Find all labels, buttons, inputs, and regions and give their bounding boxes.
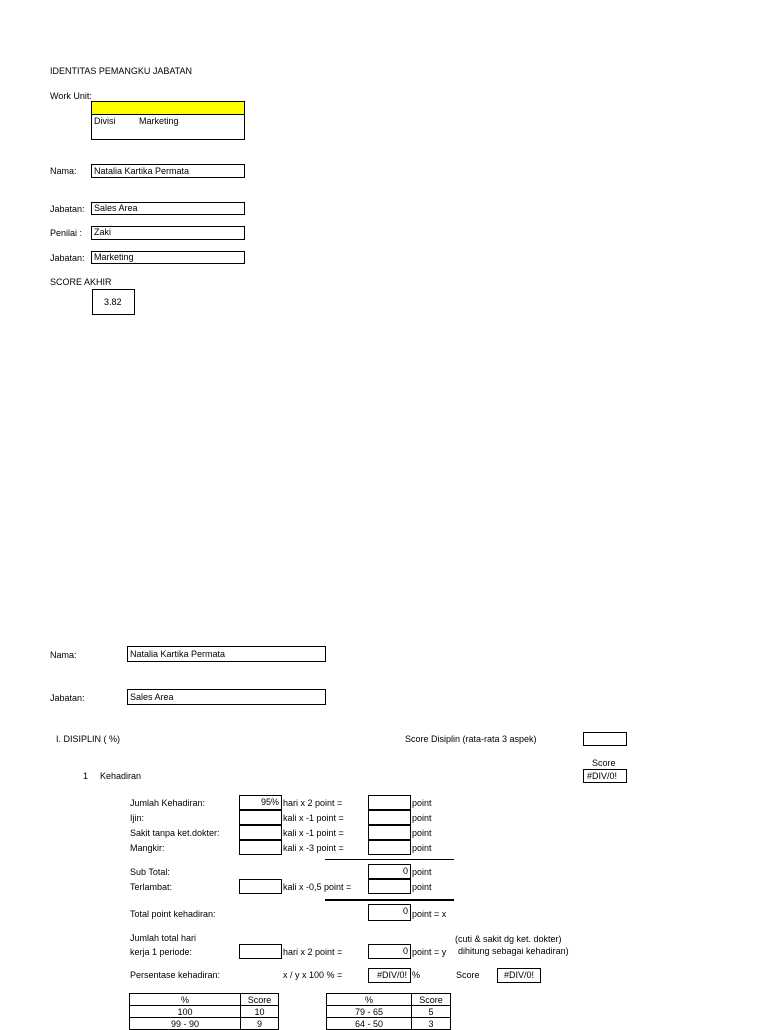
hari-input[interactable] xyxy=(239,944,282,959)
row-input[interactable] xyxy=(239,810,282,825)
table-header-cell: Score xyxy=(241,994,279,1006)
table-header-cell: % xyxy=(130,994,241,1006)
persen-field[interactable] xyxy=(368,968,411,983)
terlambat-result[interactable] xyxy=(368,879,411,894)
jabatan2-label: Jabatan: xyxy=(50,253,85,263)
nama2-value: Natalia Kartika Permata xyxy=(130,649,226,659)
hari-formula: hari x 2 point = xyxy=(283,947,343,957)
row-unit: point xyxy=(412,828,432,838)
table-header-row xyxy=(130,994,279,1006)
score-table-right xyxy=(326,993,451,1030)
persen-value: #DIV/0! xyxy=(377,970,408,980)
row-formula: kali x -1 point = xyxy=(283,828,344,838)
table-cell: 3 xyxy=(412,1018,451,1030)
work-unit-label: Work Unit: xyxy=(50,91,92,101)
subtotal-unit: point xyxy=(412,867,432,877)
subtotal-field[interactable]: 0 xyxy=(368,864,411,879)
score-table-left xyxy=(129,993,279,1030)
row-unit: point xyxy=(412,843,432,853)
table-cell: 100 xyxy=(130,1006,241,1018)
score-akhir-label: SCORE AKHIR xyxy=(50,277,112,287)
work-unit-field[interactable] xyxy=(91,101,245,115)
score-akhir-field[interactable] xyxy=(92,289,135,315)
total-field[interactable]: 0 xyxy=(368,904,411,921)
divisi-label: Divisi xyxy=(94,116,116,126)
row-unit: point xyxy=(412,813,432,823)
score-akhir-value: 3.82 xyxy=(104,297,122,307)
jabatan3-field[interactable] xyxy=(127,689,326,705)
nama2-label: Nama: xyxy=(50,650,77,660)
jabatan-value: Sales Area xyxy=(94,203,138,213)
score-column-label: Score xyxy=(592,758,616,768)
jabatan-field[interactable] xyxy=(91,202,245,215)
total-label: Total point kehadiran: xyxy=(130,909,216,919)
row-label: Sakit tanpa ket.dokter: xyxy=(130,828,220,838)
row-unit: point xyxy=(412,798,432,808)
table-cell: 5 xyxy=(412,1006,451,1018)
nama-value: Natalia Kartika Permata xyxy=(94,166,190,176)
table-cell: 99 - 90 xyxy=(130,1018,241,1030)
persen-score-field[interactable] xyxy=(497,968,541,983)
total-unit: point = x xyxy=(412,909,447,919)
persen-unit: % xyxy=(412,970,421,980)
penilai-field[interactable] xyxy=(91,226,245,240)
table-cell: 79 - 65 xyxy=(327,1006,412,1018)
jabatan3-label: Jabatan: xyxy=(50,693,85,703)
kehadiran-score-value: #DIV/0! xyxy=(587,771,618,781)
jabatan-label: Jabatan: xyxy=(50,204,85,214)
terlambat-unit: point xyxy=(412,882,432,892)
persen-label: Persentase kehadiran: xyxy=(130,970,221,980)
divisi-field[interactable] xyxy=(91,114,245,140)
score-disiplin-label: Score Disiplin (rata-rata 3 aspek) xyxy=(405,734,537,744)
persen-score-value: #DIV/0! xyxy=(504,970,535,980)
row-input[interactable]: 95% xyxy=(239,795,282,810)
persen-formula: x / y x 100 % = xyxy=(283,970,343,980)
row-label: Ijin: xyxy=(130,813,145,823)
row-input[interactable] xyxy=(239,825,282,840)
hari-label-1: Jumlah total hari xyxy=(130,933,197,943)
kehadiran-label: Kehadiran xyxy=(100,771,142,781)
jabatan3-value: Sales Area xyxy=(130,692,174,702)
row-input[interactable] xyxy=(239,840,282,855)
divisi-value: Marketing xyxy=(139,116,179,126)
subtotal-divider xyxy=(325,859,454,860)
disiplin-heading: I. DISIPLIN ( %) xyxy=(56,734,121,744)
table-cell: 10 xyxy=(241,1006,279,1018)
kehadiran-score-field[interactable] xyxy=(583,769,627,783)
table-cell: 64 - 50 xyxy=(327,1018,412,1030)
score-disiplin-field[interactable] xyxy=(583,732,627,746)
jabatan2-value: Marketing xyxy=(94,252,134,262)
row-label: Mangkir: xyxy=(130,843,165,853)
row-formula: kali x -3 point = xyxy=(283,843,344,853)
page-title: IDENTITAS PEMANGKU JABATAN xyxy=(50,66,193,76)
row-result[interactable] xyxy=(368,825,411,840)
hari-field[interactable]: 0 xyxy=(368,944,411,959)
table-row xyxy=(130,1006,279,1018)
row-result[interactable] xyxy=(368,810,411,825)
hari-unit: point = y xyxy=(412,947,447,957)
hari-label-2: kerja 1 periode: xyxy=(130,947,193,957)
nama-field[interactable] xyxy=(91,164,245,178)
penilai-label: Penilai : xyxy=(50,228,83,238)
total-divider xyxy=(325,899,454,901)
jabatan2-field[interactable] xyxy=(91,251,245,264)
row-label: Jumlah Kehadiran: xyxy=(130,798,206,808)
table-cell: 9 xyxy=(241,1018,279,1030)
table-header-cell: Score xyxy=(412,994,451,1006)
terlambat-label: Terlambat: xyxy=(130,882,173,892)
row-result[interactable] xyxy=(368,840,411,855)
terlambat-formula: kali x -0,5 point = xyxy=(283,882,352,892)
penilai-value: Zaki xyxy=(94,227,112,237)
terlambat-input[interactable] xyxy=(239,879,282,894)
subtotal-label: Sub Total: xyxy=(130,867,170,877)
note-line-2: dihitung sebagai kehadiran) xyxy=(458,946,569,956)
note-line-1: (cuti & sakit dg ket. dokter) xyxy=(455,934,562,944)
persen-score-label: Score xyxy=(456,970,480,980)
nama-label: Nama: xyxy=(50,166,77,176)
table-row xyxy=(327,1006,451,1018)
table-header-cell: % xyxy=(327,994,412,1006)
row-formula: kali x -1 point = xyxy=(283,813,344,823)
table-header-row xyxy=(327,994,451,1006)
kehadiran-number: 1 xyxy=(83,771,89,781)
row-formula: hari x 2 point = xyxy=(283,798,343,808)
row-result[interactable] xyxy=(368,795,411,810)
nama2-field[interactable] xyxy=(127,646,326,662)
